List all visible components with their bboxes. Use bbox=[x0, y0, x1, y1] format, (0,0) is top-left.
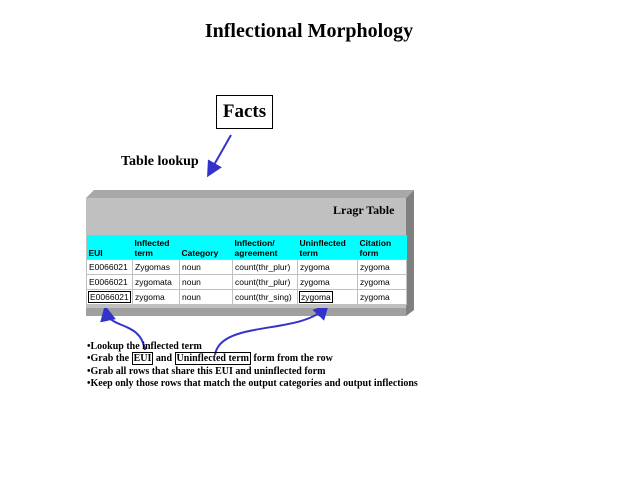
cell-inflected-term: zygoma bbox=[133, 290, 180, 305]
cell-inflected-term: Zygomas bbox=[133, 260, 180, 275]
step-grab-rows: •Grab all rows that share this EUI and uninflected form bbox=[87, 365, 326, 377]
cell-uninflected-term: zygoma bbox=[298, 275, 358, 290]
table-row bbox=[87, 260, 407, 275]
step-filter-rows: •Keep only those rows that match the output categories and output inflections bbox=[87, 377, 418, 389]
page-title: Inflectional Morphology bbox=[204, 20, 414, 42]
cell-eui-highlighted bbox=[87, 290, 133, 305]
table-caption: Lragr Table bbox=[333, 203, 395, 217]
column-header-inflection: Inflection/ agreement bbox=[233, 235, 298, 260]
step-text: form from the row bbox=[251, 353, 333, 365]
cell-citation-form: zygoma bbox=[358, 260, 407, 275]
table-header-row bbox=[87, 235, 407, 260]
column-header-category: Category bbox=[180, 235, 233, 260]
table-top-face bbox=[86, 190, 414, 198]
table-row bbox=[87, 275, 407, 290]
facts-box: Facts bbox=[216, 95, 273, 129]
facts-arrow bbox=[210, 135, 231, 172]
column-header-uninflected-term: Uninflected term bbox=[298, 235, 358, 260]
column-header-inflected-term: Inflected term bbox=[133, 235, 180, 260]
uninflected-term-box: Uninflected term bbox=[176, 353, 250, 365]
step-list bbox=[87, 341, 418, 390]
cell-uninflected-term: zygoma bbox=[298, 260, 358, 275]
uninflected-highlight-box: zygoma bbox=[301, 292, 331, 302]
cell-eui: E0066021 bbox=[87, 275, 133, 290]
column-header-eui: EUI bbox=[87, 235, 133, 260]
table-bottom-face bbox=[86, 308, 406, 316]
step-text: and bbox=[153, 353, 175, 365]
cell-category: noun bbox=[180, 275, 233, 290]
step-lookup: •Lookup the inflected term bbox=[87, 341, 202, 352]
cell-category: noun bbox=[180, 260, 233, 275]
column-header-citation-form: Citation form bbox=[358, 235, 407, 260]
cell-inflection: count(thr_plur) bbox=[233, 275, 298, 290]
step-text: •Grab the bbox=[87, 353, 132, 365]
lragr-table bbox=[86, 235, 407, 305]
step-grab-eui bbox=[87, 353, 418, 365]
eui-highlight-box: E0066021 bbox=[90, 292, 129, 302]
table-side-face bbox=[406, 190, 414, 316]
cell-category: noun bbox=[180, 290, 233, 305]
table-lookup-label: Table lookup bbox=[121, 154, 199, 169]
cell-uninflected-term-highlighted bbox=[298, 290, 358, 305]
cell-inflection: count(thr_plur) bbox=[233, 260, 298, 275]
cell-inflected-term: zygomata bbox=[133, 275, 180, 290]
eui-term-box: EUI bbox=[133, 353, 152, 365]
cell-inflection: count(thr_sing) bbox=[233, 290, 298, 305]
cell-eui: E0066021 bbox=[87, 260, 133, 275]
cell-citation-form: zygoma bbox=[358, 275, 407, 290]
table-row bbox=[87, 290, 407, 305]
cell-citation-form: zygoma bbox=[358, 290, 407, 305]
